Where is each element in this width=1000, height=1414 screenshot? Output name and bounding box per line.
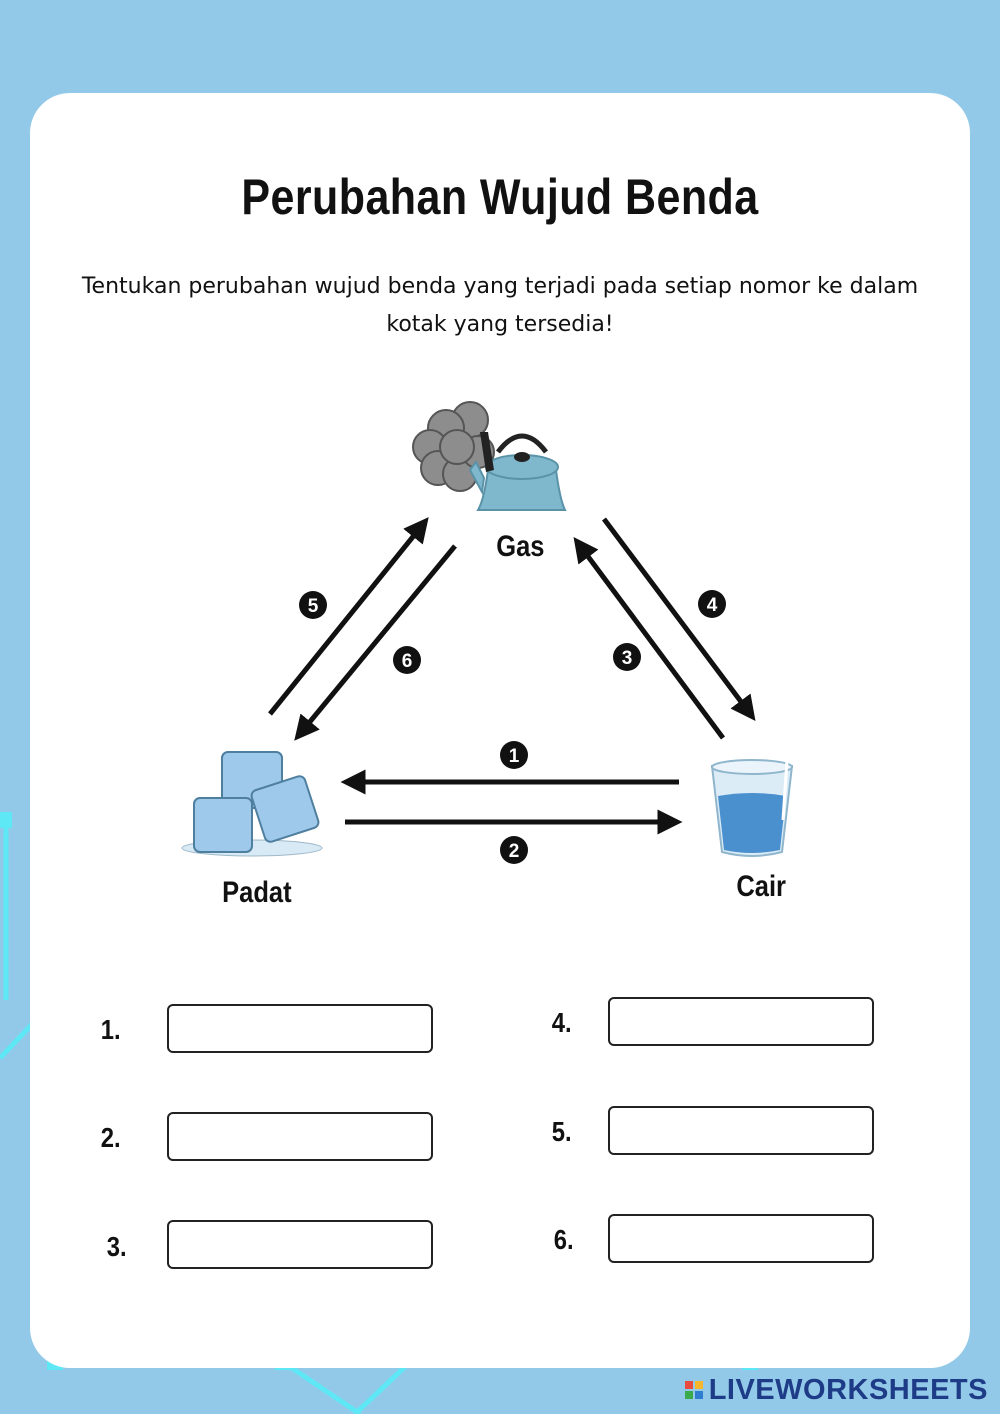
answer-label-1: 1. [100,1014,121,1045]
state-label-liquid: Cair [736,870,786,903]
answer-label-5: 5. [551,1116,572,1147]
marker-3-text: 3 [621,648,633,669]
kettle-icon [470,432,565,510]
marker-3 [613,643,641,671]
answer-box-5[interactable] [608,1106,874,1155]
marker-1 [500,741,528,769]
water-glass-icon [712,760,792,856]
ice-cubes-icon [182,752,322,856]
answer-label-3: 3. [106,1231,127,1262]
marker-6 [393,646,421,674]
answer-box-6[interactable] [608,1214,874,1263]
answer-box-3[interactable] [167,1220,433,1269]
marker-2 [500,836,528,864]
arrow-4 [604,519,751,715]
answer-box-2[interactable] [167,1112,433,1161]
marker-1-text: 1 [508,746,520,767]
answer-box-1[interactable] [167,1004,433,1053]
liveworksheets-brand[interactable] [685,1370,988,1410]
state-label-solid: Padat [222,876,292,909]
marker-5 [299,591,327,619]
arrow-5 [270,523,424,714]
page-title: Perubahan Wujud Benda [241,169,759,225]
marker-2-text: 2 [508,841,520,862]
state-label-gas: Gas [496,530,545,563]
arrow-6 [299,546,455,735]
arrow-3 [578,543,723,738]
marker-5-text: 5 [307,596,319,617]
marker-6-text: 6 [401,651,413,672]
answer-label-4: 4. [551,1007,572,1038]
answer-label-2: 2. [100,1122,121,1153]
brand-text: LIVEWORKSHEETS [708,1373,988,1406]
marker-4-text: 4 [706,595,718,616]
marker-4 [698,590,726,618]
answer-box-4[interactable] [608,997,874,1046]
liveworksheets-logo-icon [685,1381,703,1399]
instruction-text: Tentukan perubahan wujud benda yang terjadi pada setiap nomor ke dalam kotak yang tersedia! [81,274,919,337]
answer-label-6: 6. [553,1224,574,1255]
